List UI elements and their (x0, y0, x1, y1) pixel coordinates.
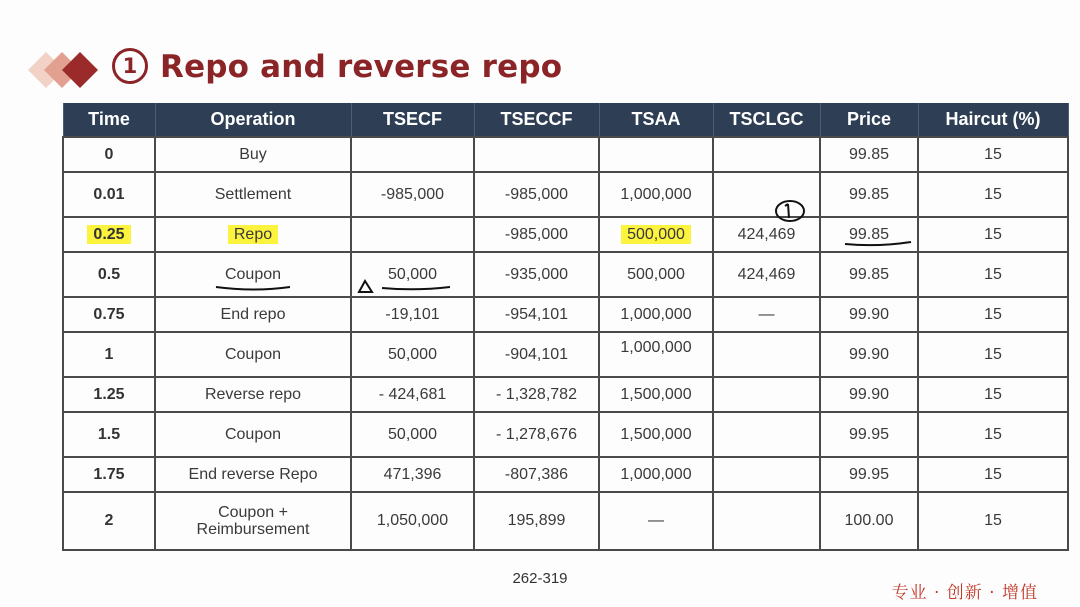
cell-text: 471,396 (383, 465, 442, 483)
cell-text: 424,469 (737, 265, 796, 283)
cell-price (820, 412, 918, 457)
cell-text: 99.95 (848, 425, 890, 443)
cell-text: 195,899 (507, 512, 566, 529)
cell-price (820, 217, 918, 252)
cell-text: 1,000,000 (620, 339, 692, 356)
cell-text: Buy (239, 145, 267, 163)
cell-haircut (918, 137, 1068, 172)
cell-haircut (918, 412, 1068, 457)
cell-tseccf (474, 377, 599, 412)
cell-tseccf (474, 297, 599, 332)
cell-text: - 1,328,782 (496, 385, 577, 403)
cell-tsecf (351, 217, 474, 252)
cell-text: 0.25 (87, 225, 130, 244)
cell-tseccf (474, 217, 599, 252)
slide-title (112, 48, 562, 85)
brand-slogan: 专业 · 创新 · 增值 (891, 583, 1038, 603)
cell-text: Settlement (214, 185, 292, 203)
cell-text: 15 (984, 345, 1002, 363)
cell-text: End repo (220, 305, 286, 323)
diamond-decoration-icon (28, 50, 108, 90)
cell-haircut (918, 297, 1068, 332)
cell-text: -985,000 (504, 225, 569, 243)
repo-table (62, 103, 1069, 551)
cell-tsclgc (713, 457, 820, 492)
header-haircut: Haircut (%) (918, 103, 1068, 137)
cell-tsecf (351, 332, 474, 377)
cell-text: - 1,278,676 (496, 425, 577, 443)
cell-tsclgc (713, 137, 820, 172)
table-row (63, 217, 1068, 252)
cell-time (63, 492, 155, 550)
cell-text: — (758, 305, 775, 323)
header-price: Price (820, 103, 918, 137)
cell-text: 500,000 (627, 265, 685, 283)
cell-text: 50,000 (388, 345, 437, 363)
cell-operation (155, 252, 351, 297)
cell-tseccf (474, 492, 599, 550)
cell-text: Repo (228, 225, 278, 244)
cell-text: -935,000 (504, 265, 569, 283)
table-row (63, 412, 1068, 457)
cell-text: 1,000,000 (620, 305, 692, 323)
cell-operation (155, 217, 351, 252)
cell-text: 50,000 (388, 425, 437, 443)
cell-text: 100.00 (844, 512, 894, 529)
cell-tsclgc (713, 332, 820, 377)
cell-time (63, 377, 155, 412)
cell-text: 15 (984, 425, 1002, 443)
cell-text: 1,050,000 (376, 512, 449, 529)
header-time: Time (63, 103, 155, 137)
cell-text: 1,000,000 (620, 185, 692, 203)
cell-text: 99.85 (848, 265, 890, 283)
table-header-row (63, 103, 1068, 137)
cell-operation (155, 412, 351, 457)
page-range: 262-319 (512, 570, 568, 587)
cell-text: 15 (984, 465, 1002, 483)
cell-operation (155, 137, 351, 172)
cell-tsclgc (713, 252, 820, 297)
cell-text: 99.90 (848, 345, 890, 363)
cell-text: 2 (104, 512, 114, 529)
cell-tsclgc (713, 492, 820, 550)
cell-tseccf (474, 457, 599, 492)
cell-tsaa (599, 137, 713, 172)
cell-operation (155, 332, 351, 377)
cell-tsaa (599, 492, 713, 550)
cell-text: 0 (104, 145, 114, 163)
cell-time (63, 297, 155, 332)
cell-tsclgc (713, 297, 820, 332)
header-tsclgc: TSCLGC (713, 103, 820, 137)
cell-text: -904,101 (504, 345, 569, 363)
cell-text: 15 (984, 512, 1002, 529)
cell-text: 99.90 (848, 305, 890, 323)
cell-text: Coupon (224, 265, 282, 283)
cell-tsecf (351, 492, 474, 550)
cell-price (820, 457, 918, 492)
cell-tsaa (599, 377, 713, 412)
cell-text: -954,101 (504, 305, 569, 323)
cell-time (63, 457, 155, 492)
cell-tsclgc (713, 172, 820, 217)
cell-operation (155, 172, 351, 217)
cell-text: 99.95 (848, 465, 890, 483)
cell-tsecf (351, 172, 474, 217)
cell-tsaa (599, 217, 713, 252)
cell-text: -985,000 (504, 185, 569, 203)
cell-text: - 424,681 (378, 385, 447, 403)
cell-text: Coupon (224, 425, 282, 443)
cell-tseccf (474, 332, 599, 377)
cell-text: 50,000 (388, 265, 437, 283)
cell-text: — (648, 512, 664, 529)
header-tseccf: TSECCF (474, 103, 599, 137)
cell-text: 0.5 (97, 265, 121, 283)
cell-time (63, 252, 155, 297)
cell-tsecf (351, 457, 474, 492)
cell-price (820, 377, 918, 412)
header-tsaa: TSAA (599, 103, 713, 137)
cell-tsecf (351, 137, 474, 172)
cell-text: 0.75 (93, 305, 125, 323)
cell-time (63, 412, 155, 457)
cell-price (820, 332, 918, 377)
cell-text: 1.5 (97, 425, 121, 443)
cell-text: -807,386 (504, 465, 569, 483)
cell-price (820, 172, 918, 217)
cell-text: 15 (984, 265, 1002, 283)
cell-text: End reverse Repo (188, 465, 318, 483)
title-text: Repo and reverse repo (160, 49, 563, 85)
cell-tsaa (599, 172, 713, 217)
table-row (63, 332, 1068, 377)
cell-tsecf (351, 252, 474, 297)
cell-text: 99.85 (848, 145, 890, 163)
title-number: 1 (112, 48, 148, 84)
cell-text: 15 (984, 145, 1002, 163)
cell-text: -985,000 (380, 185, 445, 203)
cell-tsaa (599, 332, 713, 377)
cell-operation (155, 297, 351, 332)
cell-haircut (918, 252, 1068, 297)
cell-tsaa (599, 412, 713, 457)
cell-tsecf (351, 297, 474, 332)
table-row (63, 297, 1068, 332)
cell-text: 1,000,000 (620, 465, 692, 483)
table-row (63, 252, 1068, 297)
cell-tsaa (599, 252, 713, 297)
cell-haircut (918, 457, 1068, 492)
table-row (63, 492, 1068, 550)
header-tsecf: TSECF (351, 103, 474, 137)
cell-text: 500,000 (621, 225, 691, 244)
cell-tsecf (351, 412, 474, 457)
cell-text: 15 (984, 185, 1002, 203)
cell-tsaa (599, 297, 713, 332)
cell-text: 99.90 (848, 385, 890, 403)
cell-text: Coupon + Reimbursement (196, 504, 310, 538)
cell-price (820, 492, 918, 550)
cell-text: 99.85 (848, 185, 890, 203)
cell-tsclgc (713, 217, 820, 252)
cell-text: 15 (984, 385, 1002, 403)
cell-tsclgc (713, 377, 820, 412)
cell-text: 1,500,000 (620, 385, 692, 403)
table-row (63, 172, 1068, 217)
cell-price (820, 297, 918, 332)
table-row (63, 377, 1068, 412)
cell-tseccf (474, 172, 599, 217)
cell-time (63, 332, 155, 377)
cell-tsclgc (713, 412, 820, 457)
cell-tseccf (474, 137, 599, 172)
cell-text: 0.01 (93, 185, 125, 203)
cell-time (63, 172, 155, 217)
cell-time (63, 137, 155, 172)
cell-text: Reverse repo (204, 385, 302, 403)
cell-price (820, 137, 918, 172)
cell-tsecf (351, 377, 474, 412)
cell-operation (155, 492, 351, 550)
header-operation: Operation (155, 103, 351, 137)
cell-text: -19,101 (385, 305, 440, 323)
cell-haircut (918, 172, 1068, 217)
cell-tsaa (599, 457, 713, 492)
cell-haircut (918, 377, 1068, 412)
cell-text: 1.25 (93, 385, 125, 403)
cell-operation (155, 377, 351, 412)
cell-text: 1.75 (93, 465, 125, 483)
cell-haircut (918, 217, 1068, 252)
cell-tseccf (474, 252, 599, 297)
cell-text: Coupon (224, 345, 282, 363)
cell-text: 1 (104, 345, 114, 363)
cell-text: 15 (984, 225, 1002, 243)
cell-text: 15 (984, 305, 1002, 323)
table-row (63, 137, 1068, 172)
cell-haircut (918, 492, 1068, 550)
cell-haircut (918, 332, 1068, 377)
cell-operation (155, 457, 351, 492)
cell-price (820, 252, 918, 297)
cell-tseccf (474, 412, 599, 457)
cell-text: 1,500,000 (620, 425, 692, 443)
cell-text: 99.85 (848, 225, 890, 243)
cell-time (63, 217, 155, 252)
cell-text: 424,469 (737, 225, 796, 243)
table-row (63, 457, 1068, 492)
